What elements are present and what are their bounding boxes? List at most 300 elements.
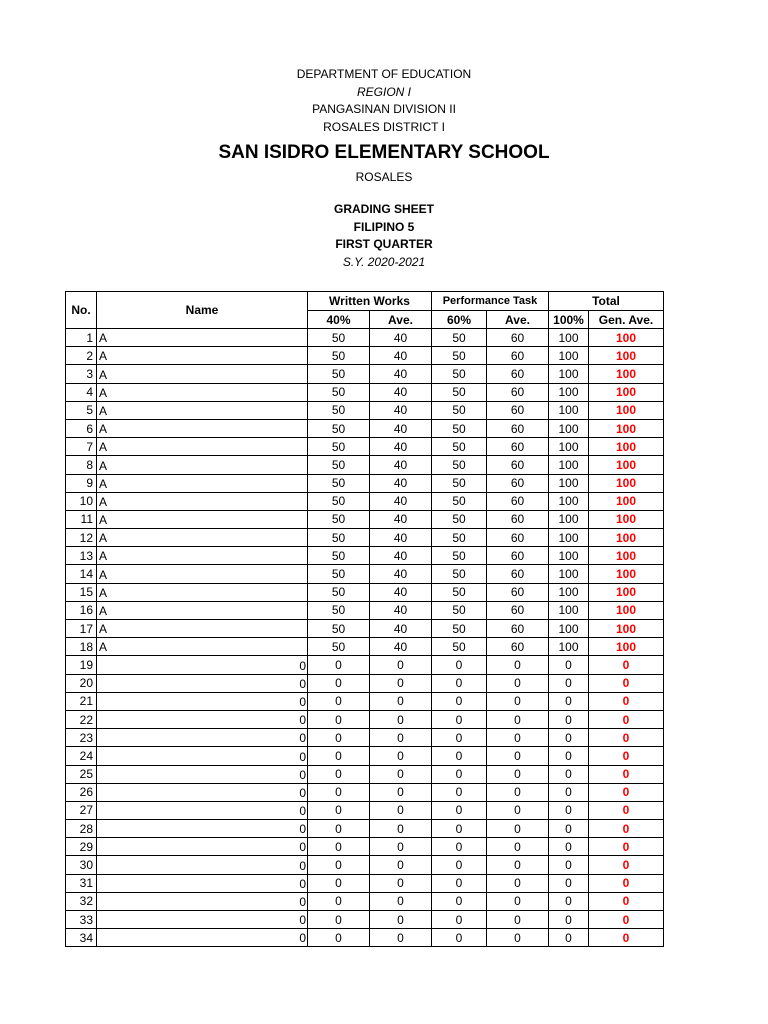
row-number: 33 (66, 911, 97, 929)
performance-task-score: 0 (432, 674, 487, 692)
document-header (0, 66, 768, 185)
written-works-average: 40 (370, 565, 432, 583)
total-score: 0 (549, 911, 589, 929)
written-works-average: 40 (370, 547, 432, 565)
region-line: REGION I (356, 84, 411, 99)
table-row (66, 674, 664, 692)
performance-task-average: 0 (487, 874, 549, 892)
written-works-score: 0 (308, 892, 370, 910)
performance-task-average: 0 (487, 747, 549, 765)
written-works-score: 50 (308, 547, 370, 565)
written-works-score: 50 (308, 438, 370, 456)
total-score: 0 (549, 747, 589, 765)
general-average: 0 (589, 874, 664, 892)
total-score: 0 (549, 892, 589, 910)
row-number: 32 (66, 892, 97, 910)
total-score: 100 (549, 347, 589, 365)
performance-task-average: 60 (487, 529, 549, 547)
table-row (66, 365, 664, 383)
row-number: 27 (66, 801, 97, 819)
performance-task-score: 0 (432, 783, 487, 801)
table-row (66, 547, 664, 565)
written-works-average: 40 (370, 365, 432, 383)
total-pct-header: 100% (549, 311, 589, 329)
written-works-average: 0 (370, 838, 432, 856)
student-name: 0 (97, 911, 308, 929)
row-number: 5 (66, 401, 97, 419)
written-works-score: 50 (308, 565, 370, 583)
performance-task-score: 0 (432, 892, 487, 910)
written-works-average: 40 (370, 529, 432, 547)
total-score: 0 (549, 729, 589, 747)
performance-task-average: 0 (487, 765, 549, 783)
row-number: 24 (66, 747, 97, 765)
performance-task-average: 60 (487, 620, 549, 638)
performance-task-score: 50 (432, 638, 487, 656)
student-name: A (97, 529, 308, 547)
table-row (66, 929, 664, 947)
student-name: A (97, 510, 308, 528)
student-name: A (97, 456, 308, 474)
general-average: 100 (589, 492, 664, 510)
student-name: A (97, 620, 308, 638)
student-name: A (97, 583, 308, 601)
written-works-average: 0 (370, 820, 432, 838)
total-score: 100 (549, 601, 589, 619)
performance-task-score: 50 (432, 474, 487, 492)
performance-task-average: 60 (487, 547, 549, 565)
table-row (66, 892, 664, 910)
general-average: 100 (589, 365, 664, 383)
student-name: 0 (97, 692, 308, 710)
total-score: 100 (549, 383, 589, 401)
total-score: 100 (549, 565, 589, 583)
performance-task-average: 0 (487, 856, 549, 874)
student-name: A (97, 365, 308, 383)
student-name: A (97, 438, 308, 456)
written-works-score: 0 (308, 729, 370, 747)
general-average: 0 (589, 674, 664, 692)
table-row (66, 474, 664, 492)
table-row (66, 874, 664, 892)
student-name: 0 (97, 874, 308, 892)
performance-task-average: 60 (487, 601, 549, 619)
general-average: 0 (589, 656, 664, 674)
table-row (66, 765, 664, 783)
student-name: 0 (97, 656, 308, 674)
performance-task-score: 50 (432, 620, 487, 638)
performance-task-average: 60 (487, 329, 549, 347)
written-works-score: 50 (308, 419, 370, 437)
written-works-average: 0 (370, 710, 432, 728)
quarter-line: FIRST QUARTER (335, 237, 433, 251)
performance-task-score: 0 (432, 747, 487, 765)
written-works-average: 40 (370, 456, 432, 474)
written-works-score: 0 (308, 710, 370, 728)
general-average: 100 (589, 329, 664, 347)
row-number: 18 (66, 638, 97, 656)
table-row (66, 510, 664, 528)
performance-task-score: 50 (432, 565, 487, 583)
row-number: 13 (66, 547, 97, 565)
written-works-score: 50 (308, 638, 370, 656)
general-average: 100 (589, 510, 664, 528)
row-number: 26 (66, 783, 97, 801)
written-works-score: 0 (308, 929, 370, 947)
general-average: 0 (589, 892, 664, 910)
student-name: 0 (97, 710, 308, 728)
student-name: A (97, 547, 308, 565)
total-score: 0 (549, 929, 589, 947)
written-works-average: 40 (370, 474, 432, 492)
written-works-score: 50 (308, 492, 370, 510)
performance-task-score: 50 (432, 347, 487, 365)
written-works-score: 50 (308, 601, 370, 619)
general-average: 100 (589, 456, 664, 474)
row-number: 31 (66, 874, 97, 892)
student-name: 0 (97, 674, 308, 692)
performance-task-score: 50 (432, 583, 487, 601)
written-works-header: Written Works (308, 292, 432, 311)
written-works-average: 40 (370, 620, 432, 638)
table-row (66, 438, 664, 456)
general-average: 100 (589, 438, 664, 456)
performance-task-average: 60 (487, 583, 549, 601)
general-average: 100 (589, 638, 664, 656)
performance-task-average: 0 (487, 838, 549, 856)
general-average: 100 (589, 583, 664, 601)
performance-task-score: 50 (432, 510, 487, 528)
school-name: SAN ISIDRO ELEMENTARY SCHOOL (218, 142, 550, 163)
table-row (66, 347, 664, 365)
general-average: 0 (589, 729, 664, 747)
written-works-average: 0 (370, 929, 432, 947)
col-name-header: Name (97, 292, 308, 329)
performance-task-score: 50 (432, 529, 487, 547)
written-works-score: 0 (308, 856, 370, 874)
general-average: 100 (589, 401, 664, 419)
student-name: 0 (97, 765, 308, 783)
ww-ave-header: Ave. (370, 311, 432, 329)
total-score: 100 (549, 583, 589, 601)
general-average: 100 (589, 383, 664, 401)
pt-pct-header: 60% (432, 311, 487, 329)
performance-task-score: 50 (432, 547, 487, 565)
row-number: 16 (66, 601, 97, 619)
performance-task-average: 60 (487, 383, 549, 401)
total-score: 100 (549, 456, 589, 474)
total-score: 0 (549, 765, 589, 783)
performance-task-score: 50 (432, 401, 487, 419)
total-score: 0 (549, 874, 589, 892)
written-works-score: 50 (308, 474, 370, 492)
sheet-info (0, 201, 768, 271)
general-average: 0 (589, 765, 664, 783)
performance-task-score: 0 (432, 838, 487, 856)
table-row (66, 456, 664, 474)
total-score: 0 (549, 820, 589, 838)
row-number: 21 (66, 692, 97, 710)
total-score: 100 (549, 365, 589, 383)
division-line: PANGASINAN DIVISION II (312, 102, 456, 116)
performance-task-average: 60 (487, 492, 549, 510)
table-row (66, 783, 664, 801)
student-name: A (97, 474, 308, 492)
table-row (66, 601, 664, 619)
table-row (66, 419, 664, 437)
total-score: 100 (549, 510, 589, 528)
table-row (66, 820, 664, 838)
written-works-score: 0 (308, 783, 370, 801)
row-number: 17 (66, 620, 97, 638)
performance-task-score: 50 (432, 438, 487, 456)
written-works-average: 40 (370, 329, 432, 347)
sheet-title: GRADING SHEET (333, 202, 434, 216)
written-works-score: 0 (308, 820, 370, 838)
subject-line: FILIPINO 5 (353, 219, 415, 234)
general-average: 100 (589, 347, 664, 365)
written-works-average: 40 (370, 510, 432, 528)
row-number: 25 (66, 765, 97, 783)
table-row (66, 492, 664, 510)
total-score: 100 (549, 620, 589, 638)
student-name: 0 (97, 820, 308, 838)
student-name: A (97, 601, 308, 619)
performance-task-score: 50 (432, 383, 487, 401)
total-score: 100 (549, 329, 589, 347)
row-number: 9 (66, 474, 97, 492)
written-works-score: 0 (308, 656, 370, 674)
performance-task-header: Performance Task (432, 292, 549, 311)
written-works-score: 0 (308, 692, 370, 710)
written-works-average: 0 (370, 729, 432, 747)
performance-task-average: 60 (487, 438, 549, 456)
row-number: 11 (66, 510, 97, 528)
written-works-average: 0 (370, 856, 432, 874)
performance-task-score: 0 (432, 874, 487, 892)
total-score: 0 (549, 692, 589, 710)
row-number: 2 (66, 347, 97, 365)
written-works-average: 0 (370, 892, 432, 910)
row-number: 19 (66, 656, 97, 674)
general-average: 0 (589, 783, 664, 801)
general-average: 100 (589, 547, 664, 565)
written-works-average: 40 (370, 638, 432, 656)
written-works-score: 0 (308, 747, 370, 765)
performance-task-average: 0 (487, 911, 549, 929)
written-works-average: 40 (370, 601, 432, 619)
performance-task-average: 0 (487, 929, 549, 947)
written-works-score: 50 (308, 329, 370, 347)
row-number: 34 (66, 929, 97, 947)
performance-task-score: 50 (432, 329, 487, 347)
row-number: 15 (66, 583, 97, 601)
performance-task-score: 50 (432, 365, 487, 383)
performance-task-average: 60 (487, 456, 549, 474)
performance-task-score: 0 (432, 765, 487, 783)
performance-task-average: 0 (487, 801, 549, 819)
written-works-average: 40 (370, 383, 432, 401)
student-name: 0 (97, 929, 308, 947)
general-average: 0 (589, 801, 664, 819)
performance-task-score: 0 (432, 656, 487, 674)
written-works-average: 40 (370, 492, 432, 510)
table-row (66, 401, 664, 419)
performance-task-average: 60 (487, 474, 549, 492)
row-number: 3 (66, 365, 97, 383)
general-average: 0 (589, 929, 664, 947)
total-score: 0 (549, 710, 589, 728)
student-name: 0 (97, 856, 308, 874)
row-number: 23 (66, 729, 97, 747)
performance-task-average: 60 (487, 565, 549, 583)
student-name: A (97, 347, 308, 365)
total-header: Total (549, 292, 664, 311)
general-average: 100 (589, 419, 664, 437)
performance-task-score: 0 (432, 820, 487, 838)
written-works-average: 0 (370, 765, 432, 783)
table-row (66, 747, 664, 765)
written-works-score: 50 (308, 401, 370, 419)
table-row (66, 710, 664, 728)
written-works-average: 0 (370, 674, 432, 692)
performance-task-score: 50 (432, 456, 487, 474)
general-average: 0 (589, 911, 664, 929)
total-score: 100 (549, 401, 589, 419)
performance-task-score: 0 (432, 911, 487, 929)
gen-ave-header: Gen. Ave. (589, 311, 664, 329)
performance-task-average: 0 (487, 729, 549, 747)
row-number: 12 (66, 529, 97, 547)
student-name: A (97, 401, 308, 419)
performance-task-score: 0 (432, 856, 487, 874)
town-line: ROSALES (355, 170, 413, 184)
performance-task-score: 50 (432, 419, 487, 437)
district-line: ROSALES DISTRICT I (323, 119, 445, 134)
written-works-average: 0 (370, 692, 432, 710)
written-works-score: 50 (308, 383, 370, 401)
performance-task-average: 0 (487, 892, 549, 910)
student-name: A (97, 565, 308, 583)
student-name: 0 (97, 729, 308, 747)
written-works-score: 0 (308, 801, 370, 819)
general-average: 100 (589, 565, 664, 583)
general-average: 0 (589, 856, 664, 874)
performance-task-average: 0 (487, 710, 549, 728)
student-name: 0 (97, 892, 308, 910)
written-works-score: 50 (308, 583, 370, 601)
table-row (66, 911, 664, 929)
performance-task-average: 60 (487, 510, 549, 528)
ww-pct-header: 40% (308, 311, 370, 329)
row-number: 28 (66, 820, 97, 838)
written-works-score: 0 (308, 674, 370, 692)
total-score: 0 (549, 783, 589, 801)
written-works-average: 40 (370, 583, 432, 601)
performance-task-score: 0 (432, 729, 487, 747)
performance-task-average: 0 (487, 783, 549, 801)
table-row (66, 729, 664, 747)
table-row (66, 692, 664, 710)
total-score: 0 (549, 801, 589, 819)
performance-task-score: 50 (432, 601, 487, 619)
table-row (66, 583, 664, 601)
table-row (66, 838, 664, 856)
table-row (66, 656, 664, 674)
performance-task-average: 0 (487, 674, 549, 692)
total-score: 0 (549, 838, 589, 856)
written-works-score: 50 (308, 510, 370, 528)
performance-task-score: 50 (432, 492, 487, 510)
row-number: 6 (66, 419, 97, 437)
performance-task-average: 0 (487, 692, 549, 710)
performance-task-score: 0 (432, 929, 487, 947)
written-works-score: 0 (308, 838, 370, 856)
student-name: A (97, 638, 308, 656)
grading-table (65, 291, 664, 947)
general-average: 0 (589, 820, 664, 838)
student-name: A (97, 329, 308, 347)
performance-task-score: 0 (432, 801, 487, 819)
student-name: 0 (97, 838, 308, 856)
row-number: 8 (66, 456, 97, 474)
table-row (66, 329, 664, 347)
general-average: 0 (589, 710, 664, 728)
performance-task-average: 0 (487, 656, 549, 674)
written-works-average: 0 (370, 656, 432, 674)
student-name: 0 (97, 801, 308, 819)
row-number: 14 (66, 565, 97, 583)
written-works-score: 0 (308, 765, 370, 783)
general-average: 100 (589, 601, 664, 619)
table-row (66, 620, 664, 638)
school-year-line: S.Y. 2020-2021 (342, 254, 426, 269)
table-row (66, 801, 664, 819)
student-name: A (97, 383, 308, 401)
total-score: 0 (549, 656, 589, 674)
written-works-average: 0 (370, 801, 432, 819)
row-number: 4 (66, 383, 97, 401)
student-name: 0 (97, 747, 308, 765)
row-number: 10 (66, 492, 97, 510)
table-row (66, 565, 664, 583)
performance-task-average: 60 (487, 638, 549, 656)
student-name: A (97, 419, 308, 437)
row-number: 30 (66, 856, 97, 874)
written-works-score: 50 (308, 456, 370, 474)
pt-ave-header: Ave. (487, 311, 549, 329)
general-average: 100 (589, 474, 664, 492)
total-score: 100 (549, 547, 589, 565)
written-works-average: 0 (370, 783, 432, 801)
performance-task-score: 0 (432, 710, 487, 728)
general-average: 0 (589, 692, 664, 710)
written-works-score: 50 (308, 347, 370, 365)
general-average: 0 (589, 838, 664, 856)
written-works-score: 0 (308, 911, 370, 929)
student-name: A (97, 492, 308, 510)
header-row-1 (66, 292, 664, 311)
general-average: 0 (589, 747, 664, 765)
table-row (66, 529, 664, 547)
written-works-average: 0 (370, 911, 432, 929)
written-works-score: 50 (308, 529, 370, 547)
total-score: 100 (549, 419, 589, 437)
table-row (66, 638, 664, 656)
written-works-average: 40 (370, 347, 432, 365)
row-number: 29 (66, 838, 97, 856)
general-average: 100 (589, 529, 664, 547)
